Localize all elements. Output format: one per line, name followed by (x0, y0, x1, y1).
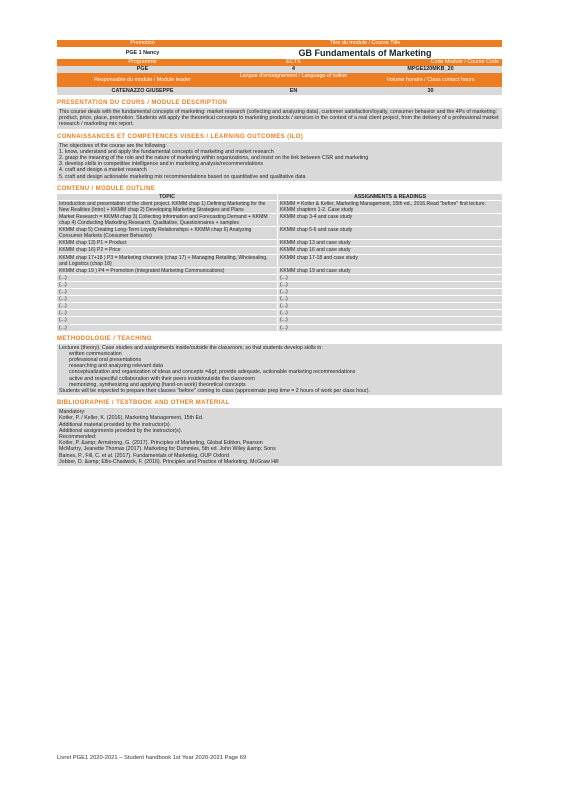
assignment-cell: (...) (280, 310, 288, 317)
outline-row (57, 316, 502, 323)
assignment-cell: (...) (280, 296, 288, 303)
assignment-cell: KKMM chap 17-18 and case study (280, 254, 358, 261)
module-leader-value: CATENAZZO GIUSEPPE (111, 88, 174, 94)
outline-table-header (57, 194, 502, 200)
bibliography-line: Recommended: (59, 434, 97, 441)
assignment-cell: KKMM chap 13 and case study (280, 240, 351, 247)
header-row-3 (57, 59, 502, 66)
assignment-cell: KKMM = Kotler & Keller, Marketing Management, 15th ed., 2016.Read "before" first lecture: KKMM chapters 1-2. Case study (280, 200, 486, 213)
promotion-value: PGE 1 Nancy (125, 50, 160, 56)
assignment-cell: (...) (280, 317, 288, 324)
topic-cell: KKMM chap 19 ) P4 = Promotion (Integrated Marketing Communications) (57, 268, 278, 274)
promotion-label: Promotion (130, 40, 155, 46)
presentation-text: This course deals with the fundamental concepts of marketing: market research (collecting and analyzing data), customer satisfaction/loyalty, consumer behavior and the 4Ps of marketing: product, price, place, promotion. Students will apply the theoretical concepts to marketing products / services in the context of a real client project, from the delivery of a professional market research / marketing mix report. (59, 109, 499, 128)
methodology-line: researching and analyzing relevant data (69, 363, 163, 370)
topic-cell: (...) (57, 282, 278, 288)
objective-item: 1. know, understand and apply the fundamental concepts of marketing and market research (59, 148, 274, 155)
learning-outcomes-box (57, 142, 502, 181)
objective-item: 5. craft and design actionable marketing mix recommendations based on quantitative and qualitative data (59, 173, 306, 180)
outline-row (57, 274, 502, 281)
topic-cell: (...) (57, 317, 278, 323)
outline-row (57, 295, 502, 302)
bibliography-line: Additional material provided by the instructor(s). (59, 421, 172, 428)
assignment-cell: KKMM chap 16 and case study (280, 247, 351, 254)
methodology-line: Lectures (theory). Case studies and assignments inside/outside the classroom, so that students develop skills in: (59, 344, 323, 351)
programme-value: PGE (136, 66, 149, 72)
topic-cell: (...) (57, 275, 278, 281)
learning-outcomes-heading: CONNAISSANCES ET COMPETENCES VISEES / LEARNING OUTCOMES (ILO) (57, 133, 304, 140)
bibliography-line: McMurtry, Jeanette Thomas (2017). Marketing for Dummies, 5th ed. John Wiley &amp; Sons (59, 446, 276, 453)
ects-label: ECTS (286, 59, 301, 65)
assignment-cell: (...) (280, 324, 288, 331)
header-row-2 (57, 47, 502, 59)
methodology-line: memorizing, synthesizing and applying (hand-on work) theoretical concepts (69, 381, 246, 388)
topic-cell: (...) (57, 303, 278, 309)
outline-table-body (57, 200, 502, 331)
outline-row (57, 324, 502, 331)
methodology-line: written communication (69, 350, 122, 357)
objective-item: 2. grasp the meaning of the role and the nature of marketing within organizations, and insist on the link between CSR and marketing (59, 155, 369, 162)
topic-cell: (...) (57, 310, 278, 316)
outline-row (57, 267, 502, 274)
programme-label: Programme (128, 59, 157, 65)
methodology-box (57, 344, 502, 396)
outline-row (57, 302, 502, 309)
methodology-line: conceptualization and organization of ideas and concepts =&gt; provide adequate, actionable marketing recommendations (69, 369, 356, 376)
topic-cell: Introduction and presentation of the client project. KKMM chap 1) Defining Marketing for the New Realities (Intro) + KKMM chap 2) Developing Marketing Strategies and Plans (57, 201, 278, 213)
outline-row (57, 200, 502, 213)
assignment-cell: KKMM chap 3-4 and case study (280, 214, 353, 221)
bibliography-line: Kotler, P. &amp; Armstrong, G. (2017). Principles of Marketing, Global Edition, Pearson (59, 440, 263, 447)
assignment-cell: KKMM chap 19 and case study (280, 267, 351, 274)
bibliography-line: Kotler, P. / Keller, K. (2016), Marketing Management, 15th Ed. (59, 415, 204, 422)
assignment-cell: (...) (280, 289, 288, 296)
outline-row (57, 309, 502, 316)
assignments-column-header: ASSIGNMENTS & READINGS (353, 193, 427, 200)
outline-row (57, 288, 502, 295)
topic-cell: (...) (57, 325, 278, 331)
assignment-cell: (...) (280, 303, 288, 310)
outline-row (57, 254, 502, 267)
module-leader-label: Responsable du module / Module leader (94, 77, 191, 83)
outline-row (57, 226, 502, 239)
methodology-line: Students will be expected to prepare their classes "before" coming to class (approximate prep time = 2 hours of work per class hour). (59, 388, 370, 395)
assignment-cell: KKMM chap 5-6 and case study (280, 227, 353, 234)
outline-row (57, 239, 502, 246)
course-title-label: Titre du module / Course Title (329, 40, 401, 46)
objective-item: 4. craft and design a market research (59, 167, 147, 174)
contact-hours-value: 30 (427, 88, 434, 94)
header-row-4 (57, 66, 502, 73)
outline-row (57, 281, 502, 288)
header-row-6 (57, 87, 502, 95)
language-label: Langue d'enseignement / Language of tuition (239, 73, 348, 79)
course-code-value: MPGE120MKB_20 (407, 66, 454, 72)
contact-hours-label: Volume horaire / Class contact hours (386, 77, 475, 83)
outline-row (57, 213, 502, 226)
objectives-intro: The objectives of the course are the following: (59, 142, 167, 149)
topic-cell: (...) (57, 289, 278, 295)
course-title: GB Fundamentals of Marketing (298, 48, 432, 58)
outline-row (57, 246, 502, 253)
topic-cell: KKMM chap 17+18 ) P3 = Marketing channels (chap 17) + Managing Retailing, Wholesaling, and Logistics (chap 18) (57, 255, 278, 267)
topic-cell: (...) (57, 296, 278, 302)
topic-column-header: TOPIC (57, 194, 278, 200)
assignment-cell: (...) (280, 281, 288, 288)
outline-heading: CONTENU / MODULE OUTLINE (57, 185, 156, 192)
methodology-line: active and respectful collaboration with their peers inside/outside the classroom (69, 375, 255, 382)
methodology-heading: METHODOLOGIE / TEACHING (57, 335, 152, 342)
language-value: EN (289, 88, 298, 94)
page-footer: Livret PGE1 2020-2021 – Student handbook 1st Year 2020-2021 Page 69 (57, 755, 247, 761)
course-sheet (57, 40, 502, 466)
bibliography-line: Mandatory: (59, 409, 86, 416)
presentation-box (57, 108, 502, 129)
course-code-label: Code Module / Course Code (430, 59, 499, 65)
topic-cell: KKMM chap 16) P2 = Price (57, 247, 278, 253)
topic-cell: KKMM chap 13) P1 = Product (57, 240, 278, 246)
bibliography-line: Jobber, D. &amp; Ellis-Chadwick, F. (2016). Principles and Practice of Marketing. McGraw Hill (59, 458, 279, 465)
methodology-line: professional oral presentations (69, 357, 142, 364)
bibliography-line: Baines, P., Fill, C. et al. (2017). Fundamentals of Marketing, OUP Oxford (59, 452, 229, 459)
assignment-cell: (...) (280, 274, 288, 281)
topic-cell: KKMM chap 5) Creating Long-Term Loyalty Relationships + KKMM chap 6) Analyzing Consumer Markets (Consumer Behavior) (57, 227, 278, 239)
presentation-heading: PRESENTATION DU COURS / MODULE DESCRIPTION (57, 100, 228, 106)
bibliography-box (57, 408, 502, 466)
header-row-5 (57, 73, 502, 87)
bibliography-heading: BIBLIOGRAPHIE / TEXTBOOK AND OTHER MATERIAL (57, 400, 230, 407)
topic-cell: Market Research = KKMM chap 3) Collecting Information and Forecasting Demand + KKMM chap 4) Conducting Marketing Research. Qualitative, Questionnaires + samples (57, 214, 278, 226)
header-row-1 (57, 40, 502, 47)
bibliography-line: Additional assignments provided by the instructor(s). (59, 427, 183, 434)
ects-value: 4 (292, 66, 295, 72)
objective-item: 3. develop skills in competitive intelligence and in marketing analysis/recommendations (59, 161, 264, 168)
